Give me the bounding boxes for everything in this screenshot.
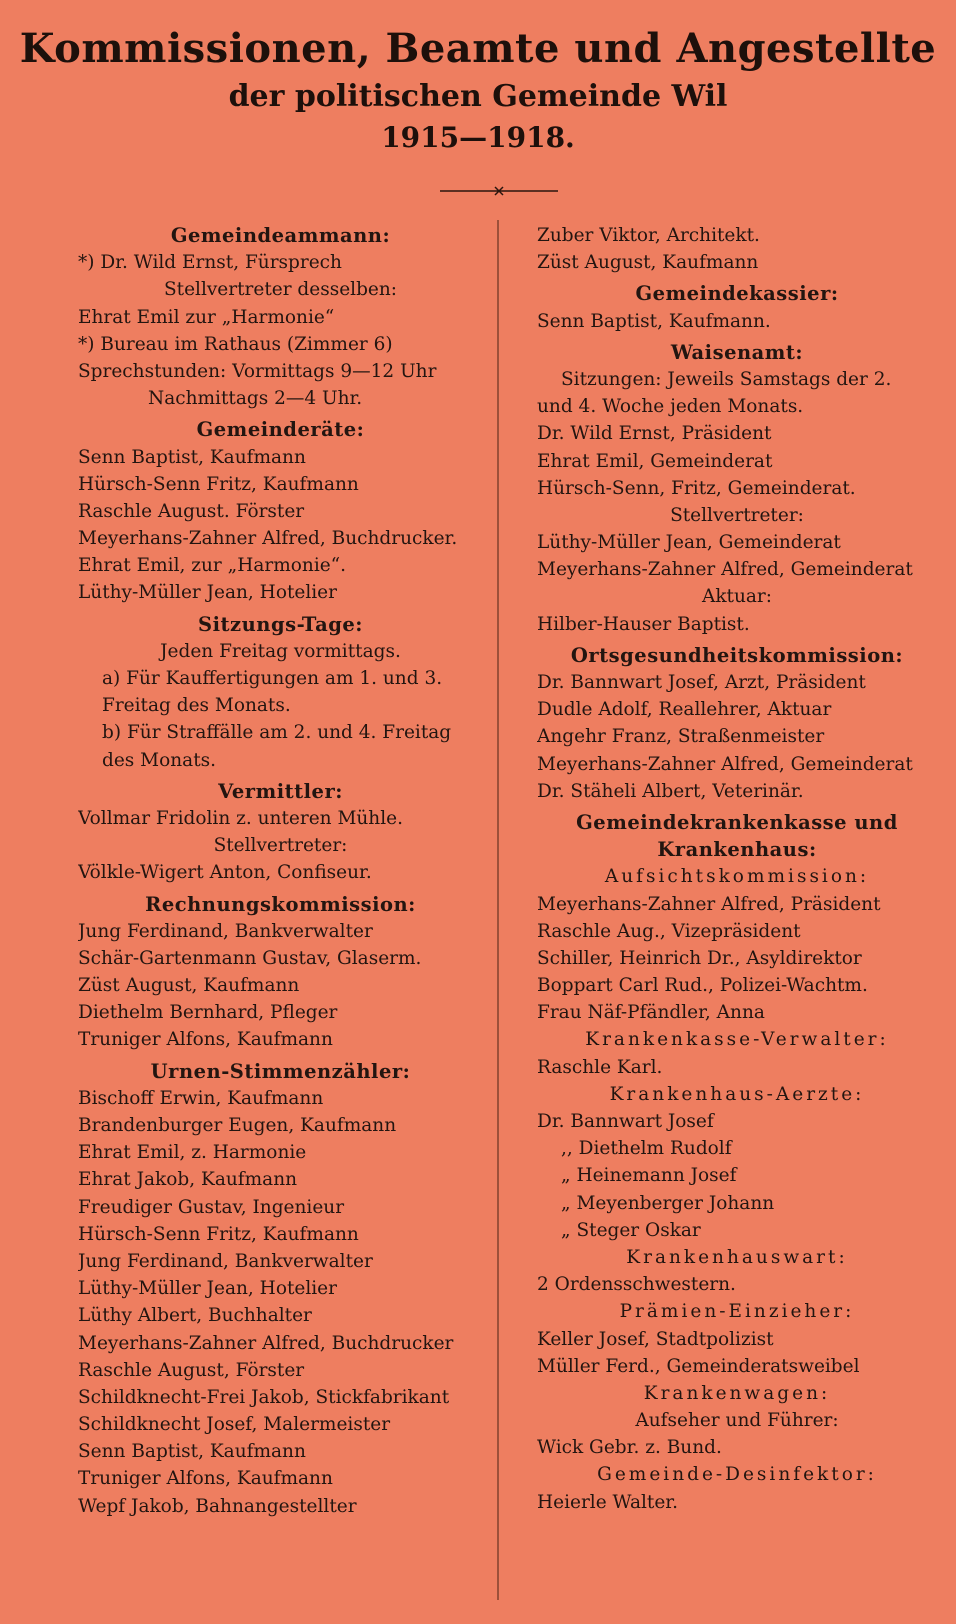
left-entry: Ehrat Jakob, Kaufmann xyxy=(78,1169,298,1191)
left-entry: Sprechstunden: Vormittags 9—12 Uhr xyxy=(78,360,437,382)
document-subtitle: der politischen Gemeinde Wil xyxy=(228,79,728,114)
left-entry: Schildknecht Josef, Malermeister xyxy=(78,1414,391,1436)
left-entry: Hürsch-Senn Fritz, Kaufmann xyxy=(78,1223,359,1245)
left-entry: Jeden Freitag vormittags. xyxy=(160,640,401,662)
right-entry: Zuber Viktor, Architekt. xyxy=(537,225,760,246)
right-entry: Gemeinde-Desinfektor: xyxy=(597,1464,877,1486)
left-entry: *) Dr. Wild Ernst, Fürsprech xyxy=(78,252,342,274)
left-entry: Schildknecht-Frei Jakob, Stickfabrikant xyxy=(78,1386,450,1408)
left-entry: Truniger Alfons, Kaufmann xyxy=(78,1029,333,1051)
right-entry: Dr. Wild Ernst, Präsident xyxy=(537,423,772,445)
right-entry: Aufseher und Führer: xyxy=(635,1410,839,1432)
right-entry: „ Steger Oskar xyxy=(561,1219,701,1241)
right-entry: Krankenkasse-Verwalter: xyxy=(585,1029,889,1051)
right-entry: Meyerhans-Zahner Alfred, Gemeinderat xyxy=(537,753,913,775)
left-entry: Freudiger Gustav, Ingenieur xyxy=(78,1196,345,1218)
right-entry: Raschle Karl. xyxy=(537,1056,663,1078)
right-entry: Raschle Aug., Vizepräsident xyxy=(537,920,801,942)
right-entry: Keller Josef, Stadtpolizist xyxy=(537,1328,774,1350)
left-entry: Stellvertreter: xyxy=(213,835,348,857)
left-entry: Meyerhans-Zahner Alfred, Buchdrucker xyxy=(78,1332,454,1354)
left-section-heading: Vermittler: xyxy=(218,779,343,803)
right-entry: Wick Gebr. z. Bund. xyxy=(537,1437,722,1459)
right-section-heading: Gemeindekrankenkasse und xyxy=(576,810,898,834)
right-entry: Müller Ferd., Gemeinderatsweibel xyxy=(537,1355,860,1377)
left-entry: *) Bureau im Rathaus (Zimmer 6) xyxy=(78,333,393,355)
right-entry: Dr. Stäheli Albert, Veterinär. xyxy=(537,780,804,802)
left-entry: Hürsch-Senn Fritz, Kaufmann xyxy=(78,473,359,495)
left-entry: Züst August, Kaufmann xyxy=(78,975,300,997)
right-section-heading: Waisenamt: xyxy=(670,340,804,364)
left-section-heading: Urnen-Stimmenzähler: xyxy=(150,1059,411,1083)
left-section-heading: Rechnungskommission: xyxy=(145,892,416,916)
left-section-heading: Sitzungs-Tage: xyxy=(198,612,363,636)
right-entry: Krankenhaus-Aerzte: xyxy=(609,1083,865,1105)
right-entry: Senn Baptist, Kaufmann. xyxy=(537,310,771,332)
right-entry: Sitzungen: Jeweils Samstags der 2. xyxy=(561,368,892,390)
right-entry: Hilber-Hauser Baptist. xyxy=(537,613,750,635)
right-entry: Boppart Carl Rud., Polizei-Wachtm. xyxy=(537,975,868,997)
left-entry: Stellvertreter desselben: xyxy=(163,279,398,301)
right-entry: Stellvertreter: xyxy=(670,504,804,526)
right-entry: Heierle Walter. xyxy=(537,1491,678,1513)
right-entry: Ehrat Emil, Gemeinderat xyxy=(537,450,773,472)
left-entry: Wepf Jakob, Bahnangestellter xyxy=(78,1495,357,1517)
right-entry: Angehr Franz, Straßenmeister xyxy=(537,726,825,748)
right-section-heading: Krankenhaus: xyxy=(657,838,817,862)
left-entry: Völkle-Wigert Anton, Confiseur. xyxy=(78,862,372,884)
right-entry: und 4. Woche jeden Monats. xyxy=(537,396,804,418)
right-entry: Dr. Bannwart Josef, Arzt, Präsident xyxy=(537,672,866,693)
left-entry: Ehrat Emil, zur „Harmonie“. xyxy=(78,555,347,577)
left-entry: Raschle August. Förster xyxy=(78,500,305,522)
left-entry: Freitag des Monats. xyxy=(102,695,291,717)
right-section-heading: Gemeindekassier: xyxy=(635,282,839,306)
ornament-divider-icon xyxy=(440,186,558,196)
left-entry: Nachmittags 2—4 Uhr. xyxy=(148,388,363,410)
right-entry: Meyerhans-Zahner Alfred, Gemeinderat xyxy=(537,559,913,581)
right-entry: „ Meyenberger Johann xyxy=(561,1192,775,1214)
left-entry: Lüthy-Müller Jean, Hotelier xyxy=(78,582,337,604)
right-column xyxy=(537,222,937,1516)
left-entry: Jung Ferdinand, Bankverwalter xyxy=(78,920,373,942)
right-entry: Hürsch-Senn, Fritz, Gemeinderat. xyxy=(537,477,856,499)
left-entry: Bischoff Erwin, Kaufmann xyxy=(78,1087,324,1109)
left-entry: Ehrat Emil, z. Harmonie xyxy=(78,1142,307,1164)
left-entry: Meyerhans-Zahner Alfred, Buchdrucker. xyxy=(78,528,458,550)
document-years: 1915—1918. xyxy=(381,121,575,154)
left-column xyxy=(78,222,483,1520)
left-entry: Diethelm Bernhard, Pfleger xyxy=(78,1002,338,1024)
right-entry: Dr. Bannwart Josef xyxy=(537,1111,714,1132)
document-header xyxy=(0,22,956,158)
left-entry: des Monats. xyxy=(102,749,216,771)
left-entry: Senn Baptist, Kaufmann xyxy=(78,1441,306,1463)
right-entry: Aktuar: xyxy=(701,586,773,608)
right-entry: Aufsichtskommission: xyxy=(604,866,870,888)
right-entry: Krankenhauswart: xyxy=(626,1246,848,1268)
document-title: Kommissionen, Beamte und Angestellte xyxy=(19,25,937,72)
right-entry: 2 Ordensschwestern. xyxy=(537,1274,736,1296)
right-entry: Lüthy-Müller Jean, Gemeinderat xyxy=(537,532,841,554)
right-entry: Frau Näf-Pfändler, Anna xyxy=(537,1002,765,1024)
left-entry: Truniger Alfons, Kaufmann xyxy=(78,1468,333,1490)
left-entry: Senn Baptist, Kaufmann xyxy=(78,446,306,468)
left-entry: Vollmar Fridolin z. unteren Mühle. xyxy=(78,807,403,829)
column-divider xyxy=(497,220,499,1600)
left-entry: a) Für Kauffertigungen am 1. und 3. xyxy=(102,668,443,689)
right-entry: Meyerhans-Zahner Alfred, Präsident xyxy=(537,893,881,915)
left-entry: Schär-Gartenmann Gustav, Glaserm. xyxy=(78,947,422,969)
left-entry: Lüthy Albert, Buchhalter xyxy=(78,1305,312,1327)
right-section-heading: Ortsgesundheitskommission: xyxy=(570,643,904,667)
right-entry: Krankenwagen: xyxy=(643,1382,831,1404)
left-entry: Jung Ferdinand, Bankverwalter xyxy=(78,1250,373,1272)
left-section-heading: Gemeindeammann: xyxy=(170,224,391,247)
right-entry: ,, Diethelm Rudolf xyxy=(561,1138,732,1160)
left-entry: Ehrat Emil zur „Harmonie“ xyxy=(78,306,335,328)
right-entry: Züst August, Kaufmann xyxy=(537,252,759,274)
left-section-heading: Gemeinderäte: xyxy=(196,418,365,442)
right-entry: Prämien-Einzieher: xyxy=(619,1301,855,1323)
left-entry: Lüthy-Müller Jean, Hotelier xyxy=(78,1278,337,1300)
left-entry: b) Für Straffälle am 2. und 4. Freitag xyxy=(102,722,452,744)
right-entry: Schiller, Heinrich Dr., Asyldirektor xyxy=(537,947,862,969)
right-entry: Dudle Adolf, Reallehrer, Aktuar xyxy=(537,699,832,721)
left-entry: Raschle August, Förster xyxy=(78,1359,305,1381)
left-entry: Brandenburger Eugen, Kaufmann xyxy=(78,1115,397,1136)
right-entry: „ Heinemann Josef xyxy=(561,1165,737,1187)
